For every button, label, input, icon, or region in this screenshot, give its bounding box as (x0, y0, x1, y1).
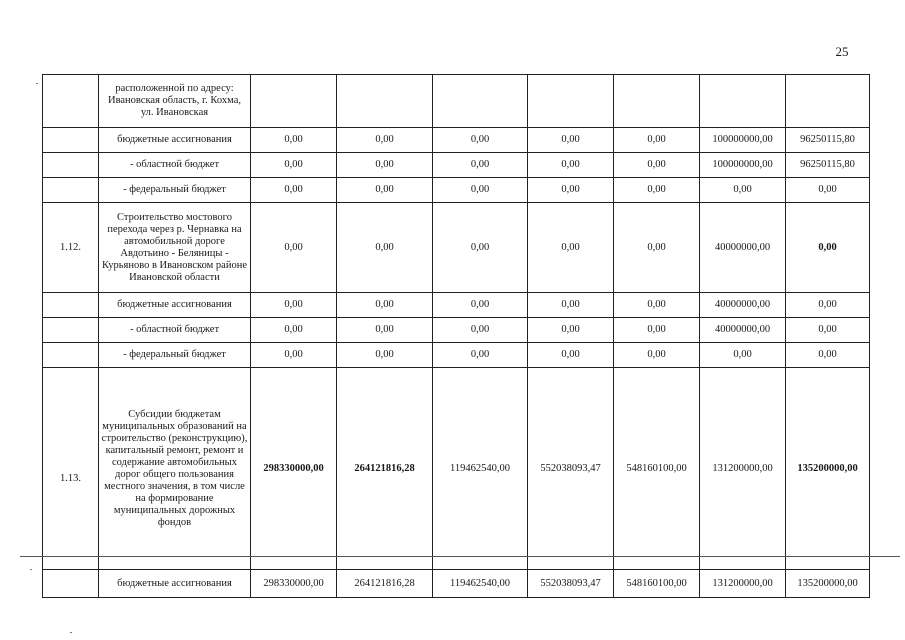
value-cell: 131200000,00 (700, 570, 786, 598)
row-name: - федеральный бюджет (99, 178, 251, 203)
scan-artifact-dot (36, 83, 38, 84)
value-cell: 264121816,28 (337, 570, 433, 598)
value-cell: 548160100,00 (614, 570, 700, 598)
value-cell: 119462540,00 (433, 368, 528, 570)
value-cell: 135200000,00 (786, 368, 870, 570)
value-cell: 131200000,00 (700, 368, 786, 570)
row-number (43, 343, 99, 368)
row-number: 1.12. (43, 203, 99, 293)
value-cell: 0,00 (528, 293, 614, 318)
table-row (43, 75, 870, 128)
value-cell: 0,00 (528, 318, 614, 343)
row-name: - областной бюджет (99, 318, 251, 343)
value-cell: 0,00 (614, 293, 700, 318)
value-cell: 552038093,47 (528, 570, 614, 598)
value-cell: 0,00 (337, 318, 433, 343)
value-cell: 0,00 (433, 153, 528, 178)
row-name: Субсидии бюджетам муниципальных образований на строительство (реконструкцию), капитальный ремонт, ремонт и содержание автомобильных дорог общего пользования местного значения, в том числе на формирование муниципальных дорожных фондов (99, 368, 251, 570)
value-cell: 0,00 (251, 178, 337, 203)
value-cell: 100000000,00 (700, 153, 786, 178)
value-cell: 0,00 (614, 343, 700, 368)
value-cell: 0,00 (786, 203, 870, 293)
value-cell: 40000000,00 (700, 203, 786, 293)
row-number: 1.13. (43, 368, 99, 570)
value-cell: 40000000,00 (700, 293, 786, 318)
table-row (43, 128, 870, 153)
value-cell: 0,00 (337, 293, 433, 318)
row-number (43, 570, 99, 598)
value-cell: 96250115,80 (786, 128, 870, 153)
value-cell (786, 75, 870, 128)
table-row (43, 343, 870, 368)
scan-artifact-dot (70, 632, 72, 633)
value-cell: 135200000,00 (786, 570, 870, 598)
value-cell (433, 75, 528, 128)
value-cell: 0,00 (337, 178, 433, 203)
row-number (43, 178, 99, 203)
row-name: бюджетные ассигнования (99, 128, 251, 153)
row-name: Строительство мостового перехода через р. Чернавка на автомобильной дороге Авдотьино - Беляницы - Курьяново в Ивановском районе Ивановской области (99, 203, 251, 293)
value-cell: 0,00 (528, 128, 614, 153)
value-cell: 0,00 (251, 203, 337, 293)
scan-artifact-dot (30, 569, 32, 570)
table-row (43, 293, 870, 318)
row-number (43, 153, 99, 178)
value-cell: 0,00 (337, 343, 433, 368)
row-number (43, 128, 99, 153)
value-cell: 0,00 (337, 203, 433, 293)
value-cell: 0,00 (614, 128, 700, 153)
table-row (43, 203, 870, 293)
value-cell: 0,00 (528, 178, 614, 203)
budget-table (42, 74, 870, 598)
value-cell: 298330000,00 (251, 570, 337, 598)
value-cell: 119462540,00 (433, 570, 528, 598)
value-cell (700, 75, 786, 128)
value-cell: 0,00 (528, 153, 614, 178)
table-row (43, 178, 870, 203)
value-cell: 0,00 (337, 153, 433, 178)
row-name: бюджетные ассигнования (99, 293, 251, 318)
value-cell: 298330000,00 (251, 368, 337, 570)
table-row (43, 318, 870, 343)
value-cell: 0,00 (251, 293, 337, 318)
value-cell: 0,00 (700, 343, 786, 368)
value-cell (251, 75, 337, 128)
table-row (43, 368, 870, 570)
value-cell: 0,00 (251, 153, 337, 178)
value-cell: 0,00 (614, 178, 700, 203)
value-cell: 552038093,47 (528, 368, 614, 570)
value-cell: 0,00 (614, 203, 700, 293)
value-cell: 0,00 (251, 318, 337, 343)
table-row (43, 570, 870, 598)
row-name: - областной бюджет (99, 153, 251, 178)
value-cell: 0,00 (433, 343, 528, 368)
value-cell: 0,00 (433, 293, 528, 318)
row-name: - федеральный бюджет (99, 343, 251, 368)
value-cell: 0,00 (337, 128, 433, 153)
value-cell: 0,00 (786, 318, 870, 343)
row-name: расположенной по адресу: Ивановская область, г. Кохма, ул. Ивановская (99, 75, 251, 128)
table-row (43, 153, 870, 178)
value-cell: 0,00 (614, 153, 700, 178)
value-cell: 0,00 (528, 343, 614, 368)
row-name: бюджетные ассигнования (99, 570, 251, 598)
value-cell (614, 75, 700, 128)
scan-artifact-line (20, 556, 900, 557)
value-cell: 0,00 (786, 178, 870, 203)
value-cell: 0,00 (700, 178, 786, 203)
value-cell: 0,00 (251, 128, 337, 153)
row-number (43, 318, 99, 343)
value-cell: 0,00 (433, 128, 528, 153)
page-number: 25 (835, 44, 849, 59)
value-cell: 0,00 (433, 178, 528, 203)
row-number (43, 293, 99, 318)
value-cell: 96250115,80 (786, 153, 870, 178)
value-cell: 0,00 (786, 343, 870, 368)
value-cell: 40000000,00 (700, 318, 786, 343)
value-cell (337, 75, 433, 128)
value-cell: 0,00 (433, 318, 528, 343)
value-cell: 0,00 (786, 293, 870, 318)
value-cell: 548160100,00 (614, 368, 700, 570)
value-cell: 0,00 (433, 203, 528, 293)
value-cell: 100000000,00 (700, 128, 786, 153)
row-number (43, 75, 99, 128)
value-cell: 264121816,28 (337, 368, 433, 570)
value-cell (528, 75, 614, 128)
value-cell: 0,00 (251, 343, 337, 368)
value-cell: 0,00 (614, 318, 700, 343)
value-cell: 0,00 (528, 203, 614, 293)
